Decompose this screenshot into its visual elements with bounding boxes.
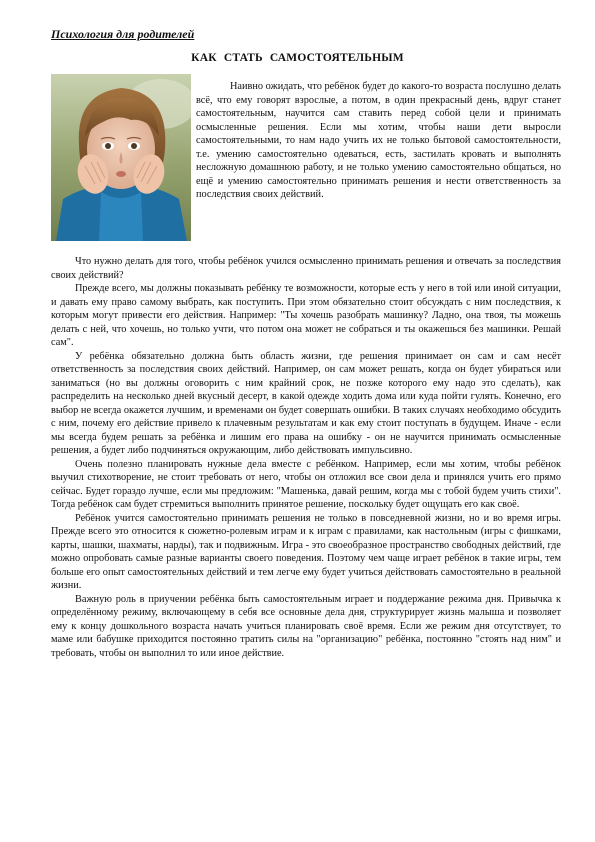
paragraph: Очень полезно планировать нужные дела вместе с ребёнком. Например, если мы хотим, чтобы ребёнок выучил стихотворение, не стоит требовать от него, чтобы он отложил все свои дела и принялся учить его прямо сейчас. Будет гораздо лучше, если мы предложим: "Машенька, давай решим, когда мы с тобой будем учить стихи". Тогда ребёнок сам будет стремиться выполнить принятое решение, поскольку будет ощущать его как своё. [51,458,561,510]
child-photo [51,74,191,241]
paragraph: Ребёнок учится самостоятельно принимать решения не только в повседневной жизни, но и во время игры. Прежде всего это относится к сюжетно-ролевым играм и к играм с правилами, как настольным (игры с фишками, карты, шашки, шахматы, нарды), так и подвижным. Игра - это своеобразное пространство свободных действий, где можно опробовать самые разные варианты своего поведения. Поэтому чем чаще играет ребёнок в такие игры, тем больше его опыт самостоятельных действий и тем легче ему будет учиться действовать самостоятельно в реальной жизни. [51,512,561,591]
paragraph: Прежде всего, мы должны показывать ребёнку те возможности, которые есть у него в той или иной ситуации, и давать ему право самому выбрать, как поступить. При этом обязательно стоит обсуждать с ним последствия, к которым могут привести его действия. Например: "Ты хочешь разобрать машинку? Ладно, она твоя, ты можешь делать с ней, что хочешь, но только учти, что потом она может не собраться и ты окажешься без машинки. Решай сам". [51,283,561,348]
article-title: КАК СТАТЬ САМОСТОЯТЕЛЬНЫМ [191,52,404,64]
section-heading: Психология для родителей [51,27,195,41]
intro-paragraph: Наивно ожидать, что ребёнок будет до какого-то возраста послушно делать всё, что ему говорят взрослые, а потом, в один прекрасный день, вдруг станет самостоятельным, научится сам ставить перед собой цели и принимать осмысленные решения. Если мы хотим, чтобы наши дети выросли самостоятельными, то нам надо учить их не только бытовой самостоятельности, т.е. умению самостоятельно одеваться, есть, застилать кровать и выполнять несложную домашнюю работу, и не только умению самостоятельно общаться, но ещё и умению самостоятельно принимать решения и нести ответственность за последствия своих действий. [196,81,561,200]
paragraph: У ребёнка обязательно должна быть область жизни, где решения принимает он сам и сам несёт ответственность за последствия своих действий. Например, он сам может решать, когда он будет убираться или заниматься (но вы должны оговорить с ним крайний срок, не позже которого ему надо это сделать), как распределить на несколько дней вкусный десерт, в какой одежде ходить дома или куда пойти гулять. Конечно, его выбор не всегда окажется лучшим, и временами он будет совершать ошибки. В таких случаях необходимо обсудить с ним, почему его действие привело к плачевным результатам и как ему стоит поступать в будущем. Иначе - если мы всегда будем решать за ребёнка и лишим его права на ошибку - он не научится принимать осмысленные решения, а будет либо подчиняться окружающим, либо действовать импульсивно. [51,350,561,456]
paragraph: Важную роль в приучении ребёнка быть самостоятельным играет и поддержание режима дня. Привычка к определённому режиму, включающему в себя все основные дела дня, структурирует жизнь малыша и позволяет ему к концу дошкольного возраста начать учиться планировать своё время. Если же режим дня отсутствует, то маме или бабушке приходится постоянно тратить силы на "организацию" ребёнка, постоянно "стоять над ним" и требовать, чтобы он выполнил то или иное действие. [51,593,561,659]
article-body [51,255,561,660]
paragraph: Что нужно делать для того, чтобы ребёнок учился осмысленно принимать решения и отвечать за последствия своих действий? [51,256,561,281]
